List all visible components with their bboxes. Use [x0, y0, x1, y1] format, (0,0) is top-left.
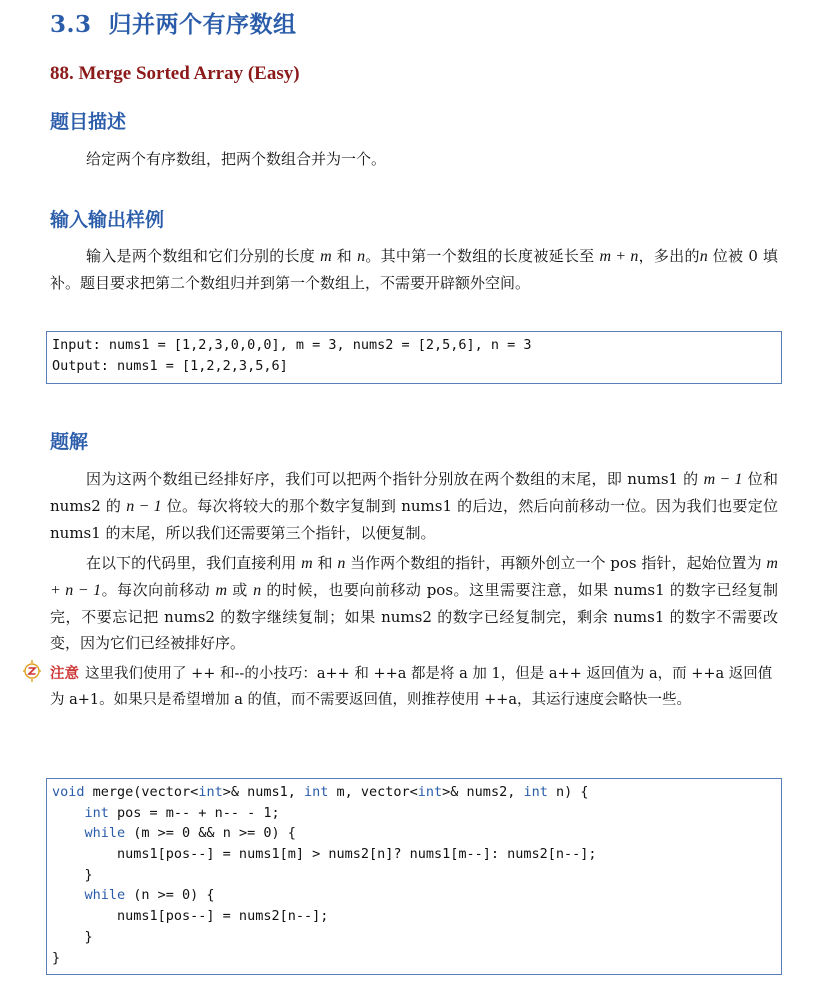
- note-paragraph: [50, 661, 778, 713]
- code-line: [47, 844, 781, 865]
- code-text: (n >= 0) {: [125, 887, 215, 904]
- code-text: }: [52, 928, 93, 945]
- code-text: (m >= 0 && n >= 0) {: [125, 825, 296, 842]
- code-text: nums1[pos--] = nums2[n--];: [52, 908, 329, 925]
- problem-title: 88. Merge Sorted Array (Easy): [50, 63, 300, 84]
- code-text: pos = m-- + n-- - 1;: [108, 804, 280, 821]
- description-text: 给定两个有序数组，把两个数组合并为一个。: [86, 150, 387, 168]
- code-text: }: [52, 866, 93, 883]
- section-number: 3.3: [50, 11, 92, 38]
- code-keyword: int: [417, 784, 443, 800]
- code-text: [52, 805, 85, 821]
- code-line: [47, 823, 781, 844]
- code-text: }: [52, 949, 61, 966]
- code-keyword: int: [84, 804, 109, 821]
- description-heading: 题目描述: [50, 111, 127, 133]
- code-line: [47, 948, 781, 969]
- code-keyword: int: [523, 784, 548, 800]
- example-input-line: Input: nums1 = [1,2,3,0,0,0], m = 3, nums2 = [2,5,6], n = 3: [52, 337, 532, 353]
- code-line: [47, 803, 781, 824]
- io-paragraph: 输入是两个数组和它们分别的长度 m 和 n。其中第一个数组的长度被延长至 m + n，多出的n 位被 0 填补。题目要求把第二个数组归并到第一个数组上，不需要开辟额外空间。: [50, 247, 778, 292]
- code-line: [47, 782, 781, 803]
- code-text: >& nums1,: [222, 784, 304, 800]
- code-text: >& nums2,: [442, 784, 524, 800]
- note-icon: [22, 659, 42, 683]
- solution-paragraph-1: 因为这两个数组已经排好序，我们可以把两个指针分别放在两个数组的末尾，即 nums1 的 m − 1 位和 nums2 的 n − 1 位。每次将较大的那个数字复制到 nums1 的后边，然后向前移动一位。因为我们也要定位 nums1 的末尾，所以我们还需要第三个指针，以便复制。: [50, 470, 779, 542]
- code-text: merge(vector<: [84, 784, 199, 800]
- code-line: [47, 865, 781, 886]
- code-keyword: int: [198, 784, 223, 800]
- example-box: [46, 331, 782, 384]
- code-line: [47, 927, 781, 948]
- code-block: [46, 778, 782, 975]
- code-text: m, vector<: [328, 784, 418, 800]
- code-line: [47, 906, 781, 927]
- code-text: [52, 887, 85, 903]
- code-keyword: while: [84, 887, 126, 904]
- io-heading: 输入输出样例: [50, 209, 165, 231]
- code-text: n) {: [547, 784, 589, 800]
- code-keyword: int: [303, 784, 329, 800]
- solution-heading: 题解: [50, 431, 89, 453]
- section-title: [50, 6, 297, 39]
- example-output-line: Output: nums1 = [1,2,2,3,5,6]: [52, 357, 288, 374]
- note-text: 这里我们使用了 ++ 和--的小技巧：a++ 和 ++a 都是将 a 加 1，但是 a++ 返回值为 a，而 ++a 返回值为 a+1。如果只是希望增加 a 的值，而不需要返回值，则推荐使用 ++a，其运行速度会略快一些。: [50, 666, 773, 708]
- code-keyword: void: [52, 784, 85, 800]
- note-label: 注意: [50, 665, 79, 682]
- code-text: nums1[pos--] = nums1[m] > nums2[n]? nums1[m--]: nums2[n--];: [52, 846, 597, 863]
- code-keyword: while: [84, 825, 126, 842]
- section-title-text: 归并两个有序数组: [108, 11, 297, 38]
- code-text: [52, 825, 85, 841]
- code-line: [47, 885, 781, 906]
- solution-paragraph-2: 在以下的代码里，我们直接利用 m 和 n 当作两个数组的指针，再额外创立一个 pos 指针，起始位置为 m + n − 1。每次向前移动 m 或 n 的时候，也要向前移动 pos。这里需要注意，如果 nums1 的数字已经复制完，不要忘记把 nums2 的数字继续复制；如果 nums2 的数字已经复制完，剩余 nums1 的数字不需要改变，因为它们已经被排好序。: [50, 554, 778, 652]
